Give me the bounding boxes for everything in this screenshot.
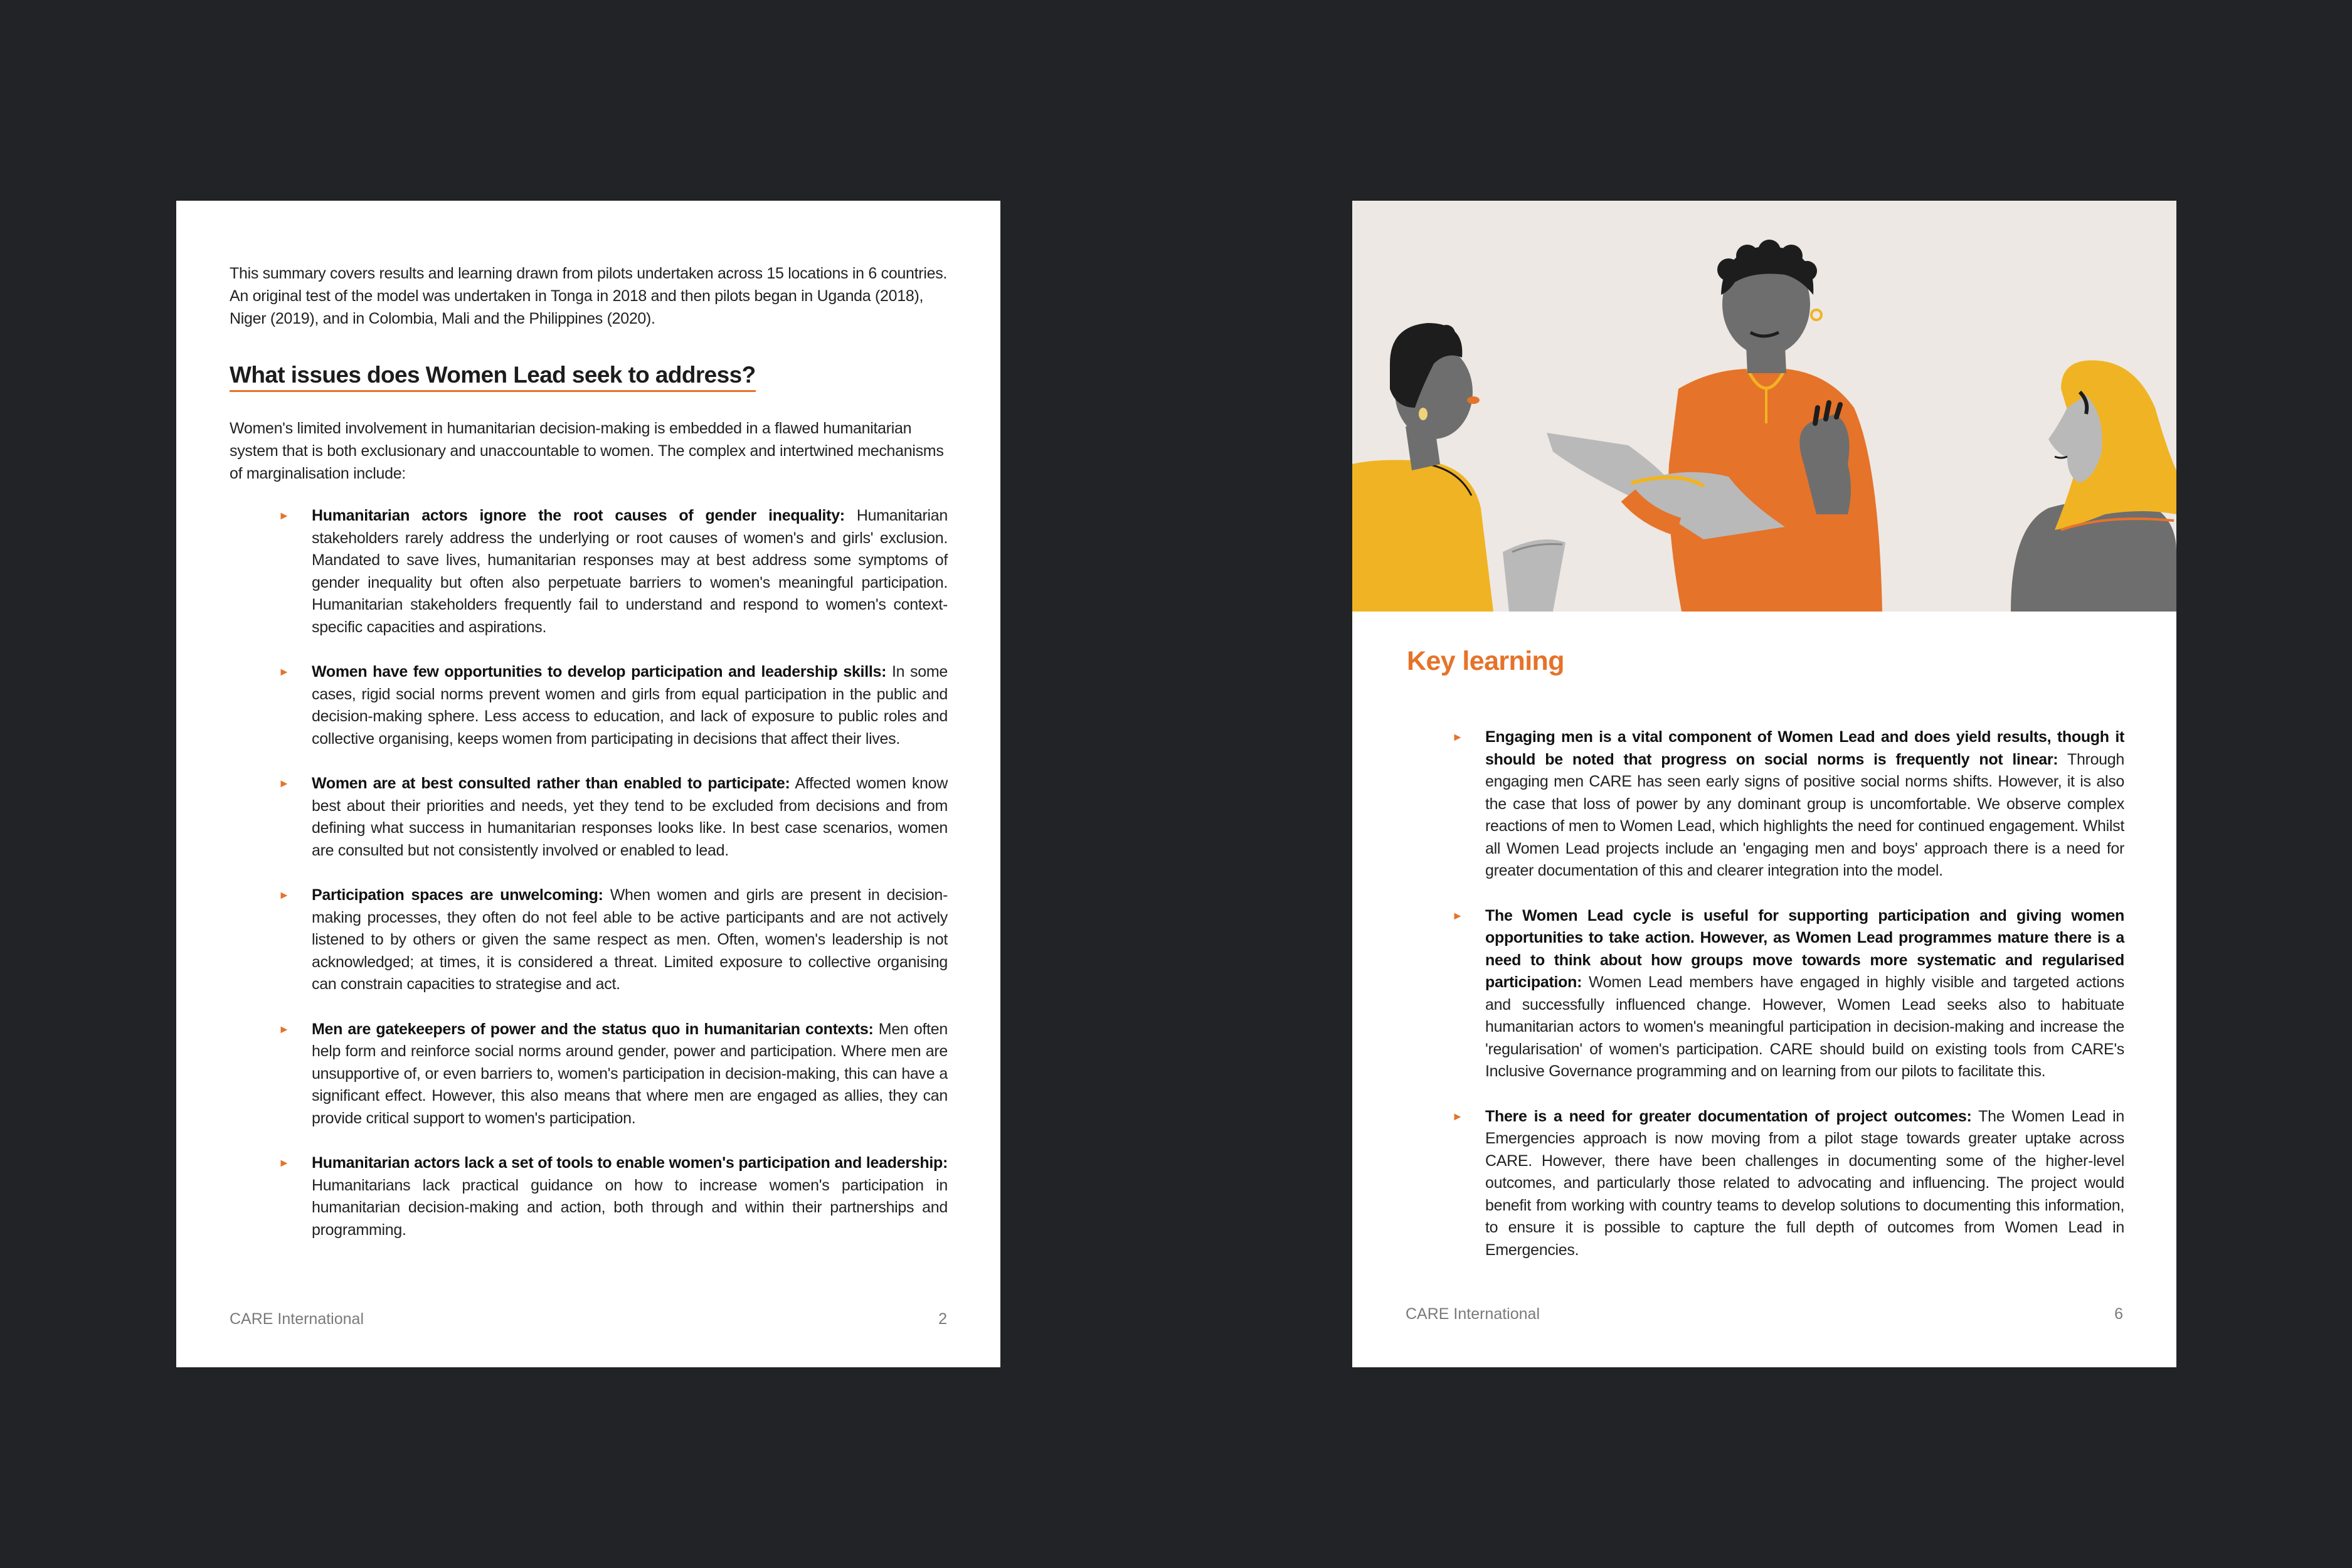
bullet-text: Women Lead members have engaged in highly visible and targeted actions and successfully influenced change. However, Women Lead seeks also to habituate humanitarian actors to women's meaningful participation in decision-making and increase the 'regularisation' of women's participation. CARE should build on existing tools from CARE's Inclusive Governance programming and on learning from our pilots to facilitate this. — [1485, 973, 2124, 1080]
bullet-item — [278, 661, 948, 750]
key-learning-heading: Key learning — [1407, 646, 1564, 676]
bullet-text: Humanitarian stakeholders rarely address the underlying or root causes of women's and girls' exclusion. Mandated to save lives, humanitarian responses may at best address some symptoms of gender inequality but often also perpetuate barriers to women's meaningful participation. Humanitarian stakeholders frequently fail to understand and respond to women's context-specific capacities and aspirations. — [312, 507, 948, 636]
bullet-title: Humanitarian actors ignore the root causes of gender inequality: — [312, 507, 845, 524]
bullet-item — [1452, 1106, 2124, 1262]
bullet-item — [278, 1152, 948, 1241]
bullet-text: Affected women know best about their priorities and needs, yet they tend to be excluded from decisions and from defining what success in humanitarian responses looks like. In best case scenarios, women are consulted but not consistently involved or enabled to lead. — [312, 775, 948, 859]
bullet-text: Men often help form and reinforce social norms around gender, power and participation. Where men are unsupportive of, or even barriers to, women's participation in decision-making, this can have a significant effect. However, this also means that where men are engaged as allies, they can provide critical support to women's participation. — [312, 1020, 948, 1127]
bullet-item — [278, 1019, 948, 1130]
bullet-title: Men are gatekeepers of power and the status quo in humanitarian contexts: — [312, 1020, 874, 1038]
bullet-text: When women and girls are present in decision-making processes, they often do not feel able to be active participants and are not actively listened to by others or given the same respect as men. Often, women's leadership is not acknowledged; at times, it is considered a threat. Limited exposure to collective organising can constrain capacities to strategise and act. — [312, 886, 948, 993]
bullet-title: The Women Lead cycle is useful for supporting participation and giving women opportunities to take action. However, as Women Lead programmes mature there is a need to think about how groups move towards more systematic and regularised participation: — [1485, 906, 2124, 991]
bullet-title: There is a need for greater documentation of project outcomes: — [1485, 1107, 1972, 1125]
bullet-title: Participation spaces are unwelcoming: — [312, 886, 603, 904]
bullet-title: Women are at best consulted rather than enabled to participate: — [312, 775, 790, 792]
bullet-item — [278, 884, 948, 996]
bullet-title: Engaging men is a vital component of Women Lead and does yield results, though it should be noted that progress on social norms is frequently not linear: — [1485, 728, 2124, 768]
bullet-arrow-icon: ► — [1452, 731, 1463, 743]
bullet-item — [278, 773, 948, 862]
bullet-arrow-icon: ► — [278, 1157, 290, 1169]
bullet-arrow-icon: ► — [1452, 909, 1463, 922]
bullet-arrow-icon: ► — [278, 777, 290, 790]
key-learning-bullet-list — [1452, 726, 2124, 1284]
bullet-title: Humanitarian actors lack a set of tools to enable women's participation and leadership: — [312, 1154, 948, 1172]
women-discussion-illustration — [1352, 201, 2176, 612]
bullet-text: In some cases, rigid social norms prevent women and girls from equal participation in the public and decision-making sphere. Less access to education, and lack of exposure to public roles and collective organising, keeps women from participating in decisions that affect their lives. — [312, 663, 948, 748]
intro-paragraph: This summary covers results and learning drawn from pilots undertaken across 15 locations in 6 countries. An original test of the model was undertaken in Tonga in 2018 and then pilots began in Uganda (2018), Niger (2019), and in Colombia, Mali and the Philippines (2020). — [230, 265, 948, 327]
bullet-item — [1452, 905, 2124, 1083]
bullet-arrow-icon: ► — [278, 1022, 290, 1036]
bullet-arrow-icon: ► — [278, 665, 290, 678]
bullet-text: Humanitarians lack practical guidance on how to increase women's participation in humanitarian decision-making and action, both through and within their partnerships and programming. — [312, 1176, 948, 1239]
bullet-title: Women have few opportunities to develop participation and leadership skills: — [312, 663, 887, 681]
bullet-arrow-icon: ► — [1452, 1110, 1463, 1123]
bullet-text: The Women Lead in Emergencies approach is now moving from a pilot stage towards greater uptake across CARE. However, there have been challenges in documenting some of the higher-level outcomes, and particularly those related to advocating and influencing. The project would benefit from working with country teams to develop solutions to documenting this information, to ensure it is possible to capture the full depth of outcomes from Women Lead in Emergencies. — [1485, 1107, 2124, 1259]
page-number: 6 — [2114, 1305, 2123, 1323]
issues-bullet-list — [278, 505, 948, 1264]
section-heading: What issues does Women Lead seek to address? — [230, 362, 756, 392]
footer-organisation: CARE International — [1406, 1305, 1540, 1323]
bullet-item — [278, 505, 948, 638]
lead-paragraph: Women's limited involvement in humanitarian decision-making is embedded in a flawed humanitarian system that is both exclusionary and unaccountable to women. The complex and intertwined mechanisms of marginalisation include: — [230, 420, 944, 482]
bullet-arrow-icon: ► — [278, 509, 290, 522]
bullet-item — [1452, 726, 2124, 882]
bullet-text: Through engaging men CARE has seen early signs of positive social norms shifts. However, it is also the case that loss of power by any dominant group is uncomfortable. We observe complex reactions of men to Women Lead, which highlights the need for continued engagement. Whilst all Women Lead projects include an 'engaging men and boys' approach there is a need for greater documentation of this and clearer integration into the model. — [1485, 750, 2124, 879]
bullet-arrow-icon: ► — [278, 889, 290, 901]
illustration-svg — [1352, 201, 2176, 612]
footer-organisation: CARE International — [230, 1310, 364, 1328]
document-page-right — [1352, 201, 2176, 1367]
page-number: 2 — [938, 1310, 947, 1328]
document-page-left — [176, 201, 1000, 1367]
